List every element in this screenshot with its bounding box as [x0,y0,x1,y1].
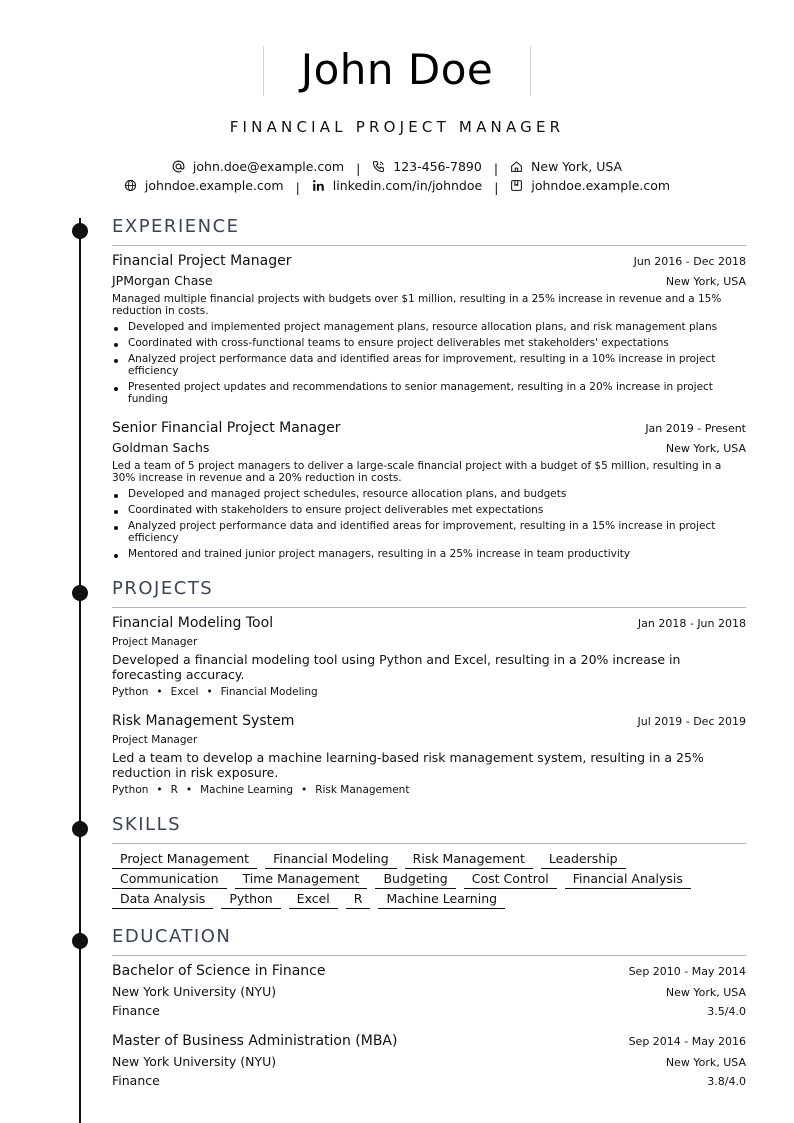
job-bullets [112,488,746,564]
name-block [263,46,531,96]
skills-row [112,891,513,909]
phone-text: 123-456-7890 [393,159,482,174]
skill-chip: Data Analysis [112,891,213,909]
skill-chip: Machine Learning [378,891,505,909]
job-header [112,420,746,436]
skill-chip: Project Management [112,851,257,869]
education-header [112,963,746,979]
education-school: New York University (NYU) [112,984,277,999]
job-bullets [112,321,746,409]
contact-phone[interactable] [372,159,482,174]
project-header [112,713,746,729]
section-title-projects: PROJECTS [112,578,746,608]
job-title: FINANCIAL PROJECT MANAGER [229,118,565,136]
contact-website[interactable] [124,178,284,193]
job-header [112,253,746,269]
skill-chip: Financial Analysis [565,871,691,889]
linkedin-text: linkedin.com/in/johndoe [332,178,483,193]
resume-header [0,0,794,200]
skill-chip: Time Management [235,871,368,889]
job-summary: Led a team of 5 project managers to deliver a large-scale financial project with a budget of $5 million, resulting in a 30% increase in revenue and a 20% reduction in costs. [112,460,722,484]
list-item: Analyzed project performance data and identified areas for improvement, resulting in a 10% increase in project efficiency [112,353,746,377]
project-role: Project Manager [112,734,198,746]
full-name: John Doe [300,45,494,94]
skill-chip: Excel [289,891,338,909]
job-company-row [112,273,746,288]
list-item: Developed and implemented project management plans, resource allocation plans, and risk management plans [112,321,746,333]
skill-chip: Leadership [541,851,626,869]
job-company: Goldman Sachs [112,440,210,455]
list-item: Coordinated with cross-functional teams to ensure project deliverables met stakeholders' expectations [112,337,746,349]
at-sign-icon [172,160,185,173]
separator: | [356,161,361,176]
education-field: Finance [112,1003,160,1018]
project-tags [112,686,318,698]
list-item: Analyzed project performance data and identified areas for improvement, resulting in a 15% increase in project efficiency [112,520,746,544]
bullet-separator: • [156,686,163,698]
section-title-experience: EXPERIENCE [112,216,746,246]
bullet-separator: • [156,784,163,796]
project-date: Jan 2018 - Jun 2018 [637,617,746,630]
job-location: New York, USA [665,275,746,288]
project-tag: Machine Learning [200,784,293,796]
contact-linkedin[interactable] [312,178,482,193]
bullet-separator: • [185,784,193,796]
job-date: Jan 2019 - Present [645,422,746,435]
education-location: New York, USA [665,1056,746,1069]
list-item: Developed and managed project schedules, resource allocation plans, and budgets [112,488,746,500]
project-tag: Risk Management [315,784,410,796]
linkedin-icon [312,179,325,192]
education-degree: Bachelor of Science in Finance [112,963,326,979]
skill-chip: R [346,891,371,909]
skills-row [112,871,699,889]
globe-icon [124,179,137,192]
project-tag: Excel [170,686,199,698]
job-company-row [112,440,746,455]
timeline-line [79,218,81,1123]
project-tag: R [170,784,178,796]
education-location: New York, USA [665,986,746,999]
list-item: Mentored and trained junior project managers, resulting in a 25% increase in team productivity [112,548,746,560]
skill-chip: Communication [112,871,227,889]
section-title-skills: SKILLS [112,814,746,844]
job-company: JPMorgan Chase [112,273,213,288]
website-text: johndoe.example.com [144,178,284,193]
contact-location [510,159,622,174]
portfolio-icon [510,179,523,192]
project-role: Project Manager [112,636,198,648]
project-description: Developed a financial modeling tool using Python and Excel, resulting in a 20% increase in forecasting accuracy. [112,652,681,682]
project-tag: Financial Modeling [220,686,318,698]
job-title: Senior Financial Project Manager [112,420,341,436]
portfolio-text: johndoe.example.com [531,178,671,193]
timeline-dot-education [72,933,88,949]
education-school-row [112,984,746,999]
bullet-separator: • [300,784,308,796]
phone-icon [372,160,385,173]
education-field: Finance [112,1073,160,1088]
timeline-dot-experience [72,223,88,239]
project-name: Financial Modeling Tool [112,615,274,631]
timeline-dot-skills [72,821,88,837]
project-tag: Python [112,686,149,698]
timeline-dot-projects [72,585,88,601]
skill-chip: Python [221,891,280,909]
education-school: New York University (NYU) [112,1054,277,1069]
education-field-row [112,1003,746,1018]
list-item: Coordinated with stakeholders to ensure project deliverables met expectations [112,504,746,516]
email-text: john.doe@example.com [192,159,345,174]
contact-row-secondary [0,178,794,195]
job-date: Jun 2016 - Dec 2018 [633,255,746,268]
education-date: Sep 2010 - May 2014 [628,965,746,978]
education-header [112,1033,746,1049]
location-text: New York, USA [531,159,623,174]
separator: | [295,180,300,195]
contact-portfolio[interactable] [510,178,670,193]
skill-chip: Financial Modeling [265,851,397,869]
home-icon [510,160,523,173]
bullet-separator: • [206,686,213,698]
separator: | [494,180,499,195]
project-name: Risk Management System [112,713,295,729]
skill-chip: Cost Control [464,871,557,889]
contact-email[interactable] [172,159,344,174]
separator: | [493,161,499,176]
project-tags [112,784,409,796]
education-gpa: 3.5/4.0 [707,1005,746,1018]
education-date: Sep 2014 - May 2016 [628,1035,746,1048]
section-title-education: EDUCATION [112,926,746,956]
education-gpa: 3.8/4.0 [707,1075,746,1088]
education-school-row [112,1054,746,1069]
project-date: Jul 2019 - Dec 2019 [637,715,746,728]
job-title: Financial Project Manager [112,253,292,269]
job-summary: Managed multiple financial projects with budgets over $1 million, resulting in a 25% increase in revenue and a 15% reduction in costs. [112,293,722,317]
skill-chip: Risk Management [405,851,533,869]
project-header [112,615,746,631]
skills-row [112,851,634,869]
education-degree: Master of Business Administration (MBA) [112,1033,398,1049]
list-item: Presented project updates and recommendations to senior management, resulting in a 20% increase in project funding [112,381,746,405]
contact-row-primary [0,159,794,176]
skill-chip: Budgeting [375,871,455,889]
education-field-row [112,1073,746,1088]
job-location: New York, USA [665,442,746,455]
project-tag: Python [112,784,149,796]
project-description: Led a team to develop a machine learning-based risk management system, resulting in a 25% reduction in risk exposure. [112,750,704,780]
